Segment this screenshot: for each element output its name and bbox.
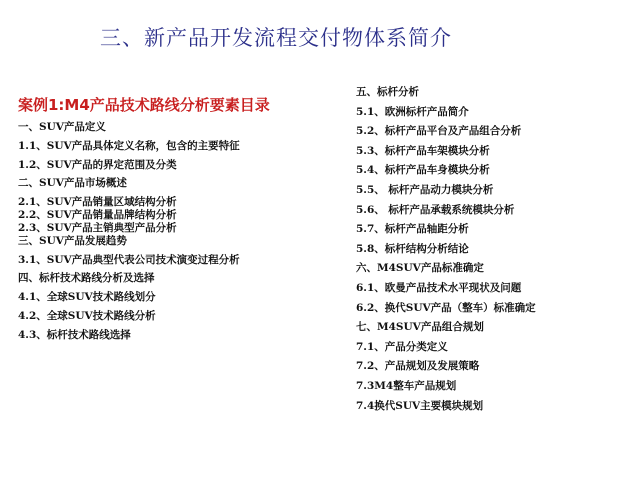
toc-item: 2.1、SUV产品销量区域结构分析 [18, 196, 177, 208]
case-heading: 案例1:M4产品技术路线分析要素目录 [18, 96, 270, 114]
toc-item: 5.1、欧洲标杆产品简介 [356, 105, 469, 118]
toc-section-heading: 四、标杆技术路线分析及选择 [18, 272, 155, 284]
toc-item: 2.2、SUV产品销量品牌结构分析 [18, 209, 177, 221]
toc-item: 5.2、标杆产品平台及产品组合分析 [356, 125, 522, 138]
toc-section-heading: 二、SUV产品市场概述 [18, 177, 127, 189]
toc-item: 2.3、SUV产品主销典型产品分析 [18, 222, 177, 234]
toc-section-heading: 一、SUV产品定义 [18, 121, 106, 133]
toc-item: 5.4、标杆产品车身模块分析 [356, 164, 490, 177]
toc-section-heading: 六、M4SUV产品标准确定 [356, 262, 484, 275]
toc-section-heading: 三、SUV产品发展趋势 [18, 235, 127, 247]
toc-item: 7.4换代SUV主要模块规划 [356, 399, 484, 412]
left-toc-column [18, 94, 338, 342]
toc-item: 7.2、产品规划及发展策略 [356, 360, 480, 373]
toc-item: 5.5、 标杆产品动力模块分析 [356, 183, 494, 196]
toc-item: 3.1、SUV产品典型代表公司技术演变过程分析 [18, 254, 240, 266]
toc-item: 7.3M4整车产品规划 [356, 379, 457, 392]
toc-item: 1.1、SUV产品具体定义名称，包含的主要特征 [18, 140, 240, 152]
toc-item: 5.7、标杆产品轴距分析 [356, 223, 469, 236]
toc-item: 4.2、全球SUV技术路线分析 [18, 310, 156, 322]
toc-item: 6.2、换代SUV产品（整车）标准确定 [356, 301, 536, 314]
toc-item: 1.2、SUV产品的界定范围及分类 [18, 159, 177, 171]
toc-item: 4.1、全球SUV技术路线划分 [18, 291, 156, 303]
toc-item: 5.6、 标杆产品承载系统模块分析 [356, 203, 515, 216]
right-toc-column [356, 86, 636, 419]
toc-item: 7.1、产品分类定义 [356, 340, 448, 353]
slide-title: 三、新产品开发流程交付物体系简介 [100, 26, 452, 50]
toc-section-heading: 五、标杆分析 [356, 86, 419, 98]
toc-item: 4.3、标杆技术路线选择 [18, 329, 131, 341]
toc-item: 5.3、标杆产品车架模块分析 [356, 144, 490, 157]
toc-item: 5.8、标杆结构分析结论 [356, 242, 469, 255]
toc-section-heading: 七、M4SUV产品组合规划 [356, 321, 484, 334]
toc-item: 6.1、欧曼产品技术水平现状及问题 [356, 281, 522, 294]
